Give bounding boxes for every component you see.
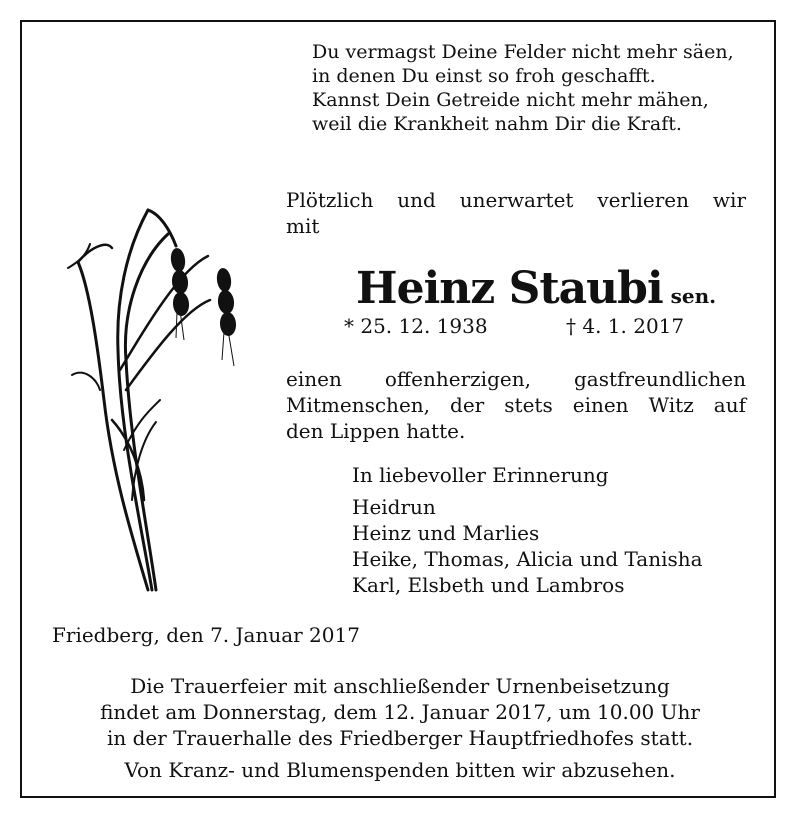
poem-line: in denen Du einst so froh geschafft.	[312, 65, 656, 87]
deceased-name-text: Heinz Staubi	[356, 263, 663, 314]
mourner-name: Karl, Elsbeth und Lambros	[352, 573, 625, 597]
description	[286, 366, 746, 444]
intro-line: mit	[286, 214, 320, 238]
deceased-name	[356, 263, 716, 314]
mourners-heading: In liebevoller Erinnerung	[352, 463, 609, 487]
place-date: Friedberg, den 7. Januar 2017	[52, 623, 360, 647]
service-line: Die Trauerfeier mit anschließender Urnenbeisetzung	[130, 674, 670, 698]
mourners-block	[352, 462, 752, 598]
birth-date: * 25. 12. 1938	[344, 314, 488, 338]
description-line: einen offenherzigen, gastfreundlichen	[286, 367, 746, 391]
poem-line: Kannst Dein Getreide nicht mehr mähen,	[312, 89, 709, 111]
poem-line: Du vermagst Deine Felder nicht mehr säen,	[312, 41, 734, 63]
mourner-name: Heidrun	[352, 495, 436, 519]
intro-text	[286, 187, 746, 239]
description-line: Mitmenschen, der stets einen Witz auf	[286, 393, 746, 417]
service-line: findet am Donnerstag, dem 12. Januar 2017, um 10.00 Uhr	[100, 700, 700, 724]
service-info	[30, 673, 770, 783]
description-line: den Lippen hatte.	[286, 419, 466, 443]
death-date: † 4. 1. 2017	[566, 314, 685, 338]
flowers-note: Von Kranz- und Blumenspenden bitten wir abzusehen.	[124, 758, 676, 782]
intro-line: Plötzlich und unerwartet verlieren wir	[286, 188, 746, 212]
mourner-name: Heinz und Marlies	[352, 521, 540, 545]
poem-line: weil die Krankheit nahm Dir die Kraft.	[312, 113, 682, 135]
name-suffix: sen.	[670, 284, 717, 308]
poem	[312, 40, 752, 136]
wheat-illustration	[60, 200, 260, 595]
mourner-name: Heike, Thomas, Alicia und Tanisha	[352, 547, 703, 571]
service-line: in der Trauerhalle des Friedberger Hauptfriedhofes statt.	[106, 726, 694, 750]
